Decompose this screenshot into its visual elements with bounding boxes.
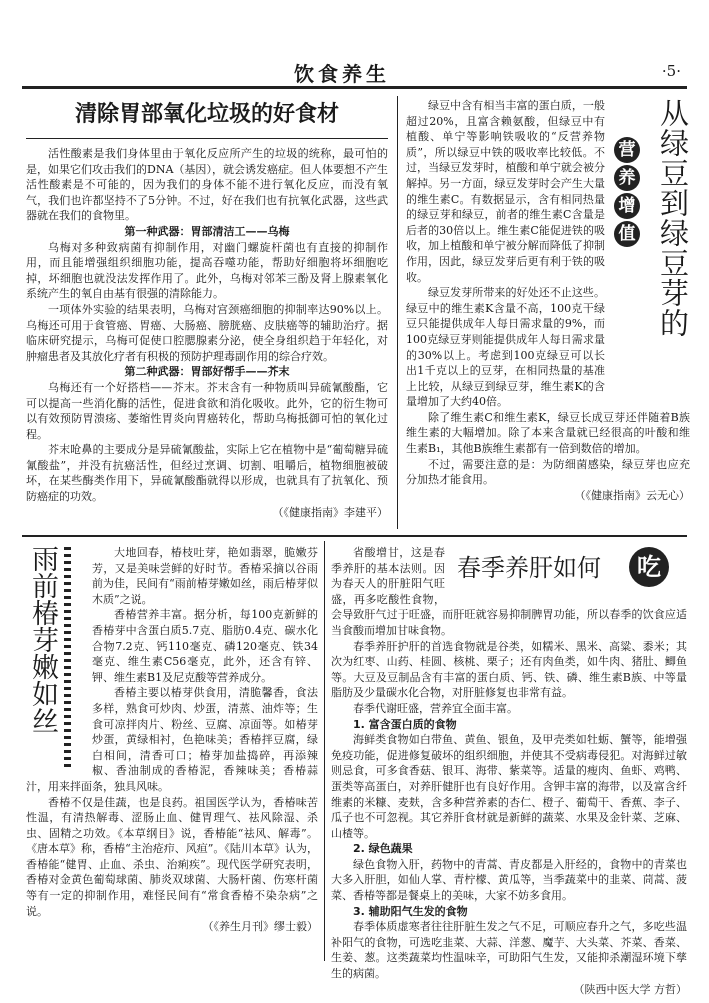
article-toon-sprouts bbox=[26, 545, 318, 935]
paragraph: 乌梅还有一个好搭档——芥末。芥末含有一种物质叫异硫氰酸酯，它可以提高一些消化酶的活性，促进食欲和消化吸收。此外，它的衍生物可以有效预防胃溃疡、萎缩性胃炎向胃癌转化，帮助乌梅抵御可怕的氧化过程。 bbox=[26, 380, 388, 441]
subheading-weapon-2: 第二种武器：胃部好帮手——芥末 bbox=[124, 365, 290, 379]
title-decoration bbox=[64, 547, 71, 767]
article-title-block bbox=[451, 545, 687, 601]
article-source: （《健康指南》李建平） bbox=[272, 505, 388, 519]
column-divider bbox=[397, 96, 398, 529]
paragraph: 大地回春，椿枝吐芽，艳如翡翠，脆嫩芬芳，又是美味尝鲜的好时节。香椿采摘以谷雨前为佳，民间有“雨前椿芽嫩如丝，雨后椿芽似木质”之说。 bbox=[92, 546, 318, 606]
paragraph: 春季体质虚寒者往往肝脏生发之气不足，可顺应春升之气，多吃些温补阳气的食物，可选吃韭菜、大蒜、洋葱、魔芋、大头菜、芥菜、香菜、生姜、葱。这类蔬菜均性温味辛，可助阳气生发，又能抑杀潮湿环境下孳生的病菌。 bbox=[331, 920, 687, 981]
paragraph: 春季代谢旺盛，营养宜全面丰富。 bbox=[353, 701, 518, 715]
title-char: 值 bbox=[614, 221, 640, 247]
paragraph: 绿豆发芽所带来的好处还不止这些。绿豆中的维生素K含量不高，100克干绿豆只能提供成年人每日需求量的9%，而100克绿豆芽则能提供成年人每日需求量的30%以上。考虑到100克绿豆可以长出1千克以上的豆芽，在相同热量的基准上比较，从绿豆到绿豆芽，维生素K的含量增加了大约40倍。 bbox=[406, 286, 605, 409]
title-char: 养 bbox=[614, 165, 640, 191]
article-gastric-antioxidants bbox=[26, 98, 388, 520]
header-rule bbox=[22, 86, 687, 89]
article-source: （《养生月刊》缪士毅） bbox=[202, 920, 318, 934]
column-divider bbox=[324, 541, 325, 961]
subheading: 3. 辅助阳气生发的食物 bbox=[353, 904, 468, 918]
section-title: 饮食养生 bbox=[294, 62, 390, 86]
article-title: 春季养肝如何 bbox=[457, 554, 601, 582]
article-title: 清除胃部氧化垃圾的好食材 bbox=[26, 98, 388, 139]
article-title-block bbox=[26, 545, 88, 773]
article-spring-liver-diet bbox=[331, 545, 687, 997]
subheading: 1. 富含蛋白质的食物 bbox=[353, 717, 457, 731]
paragraph: 省酸增甘，这是春季养肝的基本法则。因为春天人的肝脏阳气旺盛，再多吃酸性食物，会导致肝气过于旺盛，而肝旺就容易抑制脾胃功能，所以春季的饮食应适当食酸而增加甘味食物。 bbox=[331, 546, 687, 637]
paragraph: 海鲜类食物如白带鱼、黄鱼、银鱼，及甲壳类如牡蛎、蟹等，能增强免疫功能，促进修复破坏的组织细胞，并使其不受病毒侵犯。对海鲜过敏则忌食，可多食香菇、银耳、海带、紫菜等。适量的瘦肉、鱼虾、鸡鸭、蛋类等高蛋白，对养肝健肝也有良好作用。含钾丰富的海带，以及富含纤维素的米糠、麦麸，含多种营养素的杏仁、橙子、葡萄干、香蕉、李子、瓜子也不可忽视。其它养肝食材就是新鲜的蔬菜、水果及金针菜、芝麻、山楂等。 bbox=[331, 733, 687, 840]
paragraph: 除了维生素C和维生素K，绿豆长成豆芽还伴随着B族维生素的大幅增加。除了本来含量就已经很高的叶酸和维生素B₁，其他B族维生素都有一倍到数倍的增加。 bbox=[406, 410, 690, 456]
paragraph: 一项体外实验的结果表明，乌梅对宫颈癌细胞的抑制率达90%以上。乌梅还可用于食管癌、胃癌、大肠癌、膀胱癌、皮肤癌等的辅助治疗。据临床研究提示，乌梅可促使口腔腮腺素分泌，使全身组织趋于年轻化，对肿瘤患者及其放化疗者有积极的预防护理毒副作用的综合疗效。 bbox=[26, 302, 388, 363]
paragraph: 香椿营养丰富。据分析，每100克新鲜的香椿芽中含蛋白质5.7克、脂肪0.4克、碳水化合物7.2克、钙110毫克、磷120毫克、铁34毫克、维生素C56毫克，此外，还含有锌、钾、维生素B1及尼克酸等营养成分。 bbox=[92, 608, 318, 684]
section-rule bbox=[22, 535, 687, 537]
paragraph: 香椿主要以椿芽供食用，清脆馨香，食法多样，熟食可炒肉、炒蛋，清蒸、油炸等；生食可凉拌肉片、粉丝、豆腐、凉面等。如椿芽炒蛋，黄绿相衬，色艳味美；香椿拌豆腐，绿白相间，清香可口；椿芽加盐捣碎，再添辣椒、香油制成的香椿泥，香辣味美；香椿蒜汁，用来拌面条，独具风味。 bbox=[26, 686, 318, 793]
title-char: 营 bbox=[614, 137, 640, 163]
page-number: ·5· bbox=[661, 62, 681, 80]
article-source: （陕西中医大学 方哲） bbox=[573, 982, 687, 996]
subheading: 2. 绿色蔬果 bbox=[353, 842, 413, 856]
title-badge: 吃 bbox=[629, 547, 669, 587]
page-header bbox=[22, 58, 687, 84]
paragraph: 不过，需要注意的是：为防细菌感染，绿豆芽也应充分加热才能食用。 bbox=[406, 457, 690, 487]
paragraph: 芥末呛鼻的主要成分是异硫氰酸盐，实际上它在植物中是“葡萄糖异硫氰酸盐”，并没有抗癌活性，但经过烹调、切割、咀嚼后，植物细胞被破坏，在某些酶类作用下，异硫氰酸酯就得以形成，也就具有了抗氧化、预防癌症的功效。 bbox=[26, 443, 388, 504]
paragraph: 绿色食物入肝，药物中的青蒿、青皮都是入肝经的，食物中的青菜也大多入肝胆，如仙人掌、青柠檬、黄瓜等，当季蔬菜中的韭菜、茼蒿、菠菜、香椿等都是餐桌上的美味，大家不妨多食用。 bbox=[331, 857, 687, 903]
paragraph: 春季养肝护肝的首选食物就是谷类，如糯米、黑米、高粱、黍米；其次为红枣、山药、桂圆、核桃、栗子；还有肉鱼类，如牛肉、猪肚、鲫鱼等。大豆及豆制品含有丰富的蛋白质、钙、铁、磷、维生素B族、中等量脂肪及少量碳水化合物，对肝脏修复也非常有益。 bbox=[331, 639, 687, 700]
article-mung-bean-sprouts bbox=[406, 98, 690, 503]
title-badge-chars bbox=[614, 136, 642, 248]
article-intro: 活性酸素是我们身体里由于氧化反应所产生的垃圾的统称，最可怕的是，如果它们攻击我们的DNA（基因），就会诱发癌症。但人体要想不产生活性酸素是不可能的，因为我们的身体不能不进行氧化反应，而没有氧气，我们也许都坚持不了5分钟。不过，好在我们也有抗氧化武器，这些武器就在我们的食物里。 bbox=[26, 147, 388, 223]
article-title: 雨前椿芽嫩如丝 bbox=[27, 545, 58, 734]
subheading-weapon-1: 第一种武器：胃部清洁工——乌梅 bbox=[124, 224, 290, 238]
title-char: 增 bbox=[614, 193, 640, 219]
article-title: 从绿豆到绿豆芽的 bbox=[656, 98, 690, 338]
paragraph: 香椿不仅是佳蔬，也是良药。祖国医学认为，香椿味苦性温，有清热解毒、涩肠止血、健胃理气、祛风除湿、杀虫、固精之功效。《本草纲目》说，香椿能“祛风、解毒”。《唐本草》称，香椿“主治疮疖、风疸”。《陆川本草》认为，香椿能“健胃、止血、杀虫、治痢疾”。现代医学研究表明，香椿对金黄色葡萄球菌、肺炎双球菌、大肠杆菌、伤寒杆菌等有一定的抑制作用，难怪民间有“常食香椿不染杂病”之说。 bbox=[26, 795, 318, 918]
article-title-block bbox=[608, 98, 690, 393]
paragraph: 乌梅对多种致病菌有抑制作用，对幽门螺旋杆菌也有直接的抑制作用，而且能增强组织细胞功能，提高吞噬功能，帮助好细胞将坏细胞吃掉，坏细胞也就没法发挥作用了。此外，乌梅对邻苯三酚及肾上腺素氧化系统产生的氧自由基有很强的清除能力。 bbox=[26, 240, 388, 301]
paragraph: 绿豆中含有相当丰富的蛋白质，一般超过20%，且富含赖氨酸，但绿豆中有植酸、单宁等影响铁吸收的“反营养物质”，所以绿豆中铁的吸收率比较低。不过，当绿豆发芽时，植酸和单宁就会被分解掉。另一方面，绿豆发芽时会产生大量的维生素C。有数据显示，含有相同热量的绿豆芽和绿豆，前者的维生素C含量是后者的30倍以上。维生素C能促进铁的吸收，加上植酸和单宁被分解而降低了抑制作用，因此，绿豆发芽后更有利于铁的吸收。 bbox=[406, 99, 605, 284]
article-source: （《健康指南》云无心） bbox=[574, 488, 690, 502]
